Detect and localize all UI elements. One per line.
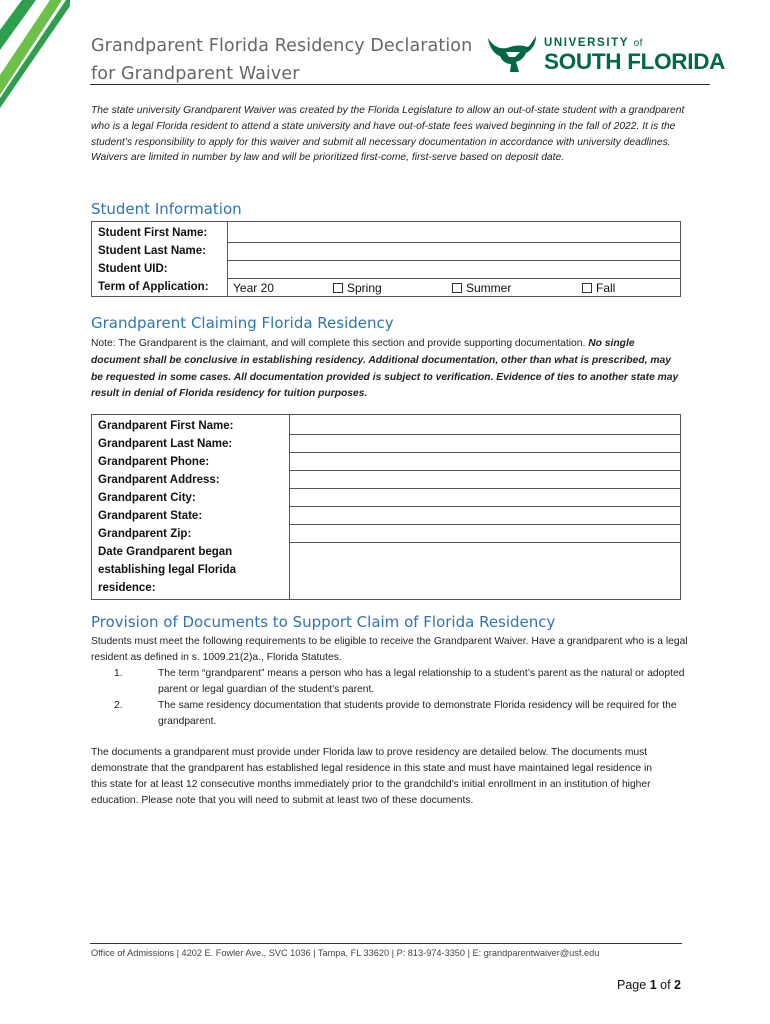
footer-contact: Office of Admissions | 4202 E. Fowler Ave., SVC 1036 | Tampa, FL 33620 | P: 813-974-3350 | E: grandparentwaiver@usf.edu [91, 948, 600, 958]
term-of-application-label: Term of Application: [92, 278, 228, 297]
fall-checkbox[interactable] [582, 283, 592, 293]
intro-paragraph: The state university Grandparent Waiver was created by the Florida Legislature to allow an out-of-state student with a grandparent who is a legal Florida resident to attend a state university and have out-of-state fees waived beginning in the fall of 2022. It is the student’s responsibility to apply for this waiver and submit all necessary documentation in accordance with university deadlines. Waivers are limited in number by law and will be prioritized first-come, first-serve based on deposit date. [91, 105, 685, 164]
grandparent-address-field[interactable] [290, 471, 680, 489]
grandparent-date-label: Date Grandparent began establishing legal Florida residence: [98, 546, 237, 594]
grandparent-city-label: Grandparent City: [98, 492, 196, 504]
grandparent-first-name-field[interactable] [290, 417, 680, 435]
grandparent-phone-field[interactable] [290, 453, 680, 471]
spring-option[interactable]: Spring [333, 281, 382, 295]
grandparent-phone-label: Grandparent Phone: [98, 456, 210, 468]
table-row [92, 260, 681, 278]
table-row [92, 222, 681, 243]
summer-option[interactable]: Summer [452, 281, 511, 295]
spring-checkbox[interactable] [333, 283, 343, 293]
documents-paragraph: The documents a grandparent must provide under Florida law to prove residency are detailed below. The documents must demonstrate that the grandparent has established legal residence in this state and must have maintained legal residence in this state for at least 12 consecutive months immediately prior to the grandchild’s initial enrollment in an institution of higher education. Please note that you will need to submit at least two of these documents. [91, 747, 652, 806]
logo-university-text: UNIVERSITY of [544, 37, 643, 49]
grandparent-state-field[interactable] [290, 507, 680, 525]
bull-logo-icon [486, 34, 538, 74]
provision-body [91, 634, 691, 730]
grandparent-zip-field[interactable] [290, 525, 680, 543]
student-last-name-label: Student Last Name: [92, 242, 228, 260]
student-info-table [91, 221, 681, 297]
student-first-name-field[interactable] [228, 222, 681, 243]
grandparent-info-table [91, 414, 681, 600]
grandparent-fields-cell [290, 415, 681, 600]
grandparent-state-label: Grandparent State: [98, 510, 203, 522]
list-item: 2. The same residency documentation that students provide to demonstrate Florida residency will be required for the grandparent. [114, 700, 677, 727]
summer-checkbox[interactable] [452, 283, 462, 293]
grandparent-last-name-field[interactable] [290, 435, 680, 453]
logo-south-florida-text: SOUTH FLORIDA [544, 49, 726, 74]
page-title [91, 32, 481, 88]
grandparent-last-name-label: Grandparent Last Name: [98, 438, 233, 450]
grandparent-labels-cell [92, 415, 290, 600]
list-item: 1. The term “grandparent” means a person who has a legal relationship to a student’s parent as the natural or adopted parent or legal guardian of the student’s parent. [114, 668, 685, 695]
student-uid-label: Student UID: [92, 260, 228, 278]
grandparent-section-heading: Grandparent Claiming Florida Residency [91, 314, 394, 332]
footer-divider [90, 943, 682, 944]
usf-logo [486, 34, 726, 76]
student-uid-field[interactable] [228, 260, 681, 278]
student-first-name-label: Student First Name: [92, 222, 228, 243]
grandparent-first-name-label: Grandparent First Name: [98, 420, 234, 432]
table-row [92, 278, 681, 297]
student-section-heading: Student Information [91, 200, 242, 218]
corner-stripes [0, 0, 70, 110]
student-last-name-field[interactable] [228, 242, 681, 260]
table-row [92, 242, 681, 260]
title-line-2: for Grandparent Waiver [91, 64, 300, 84]
provision-section-heading: Provision of Documents to Support Claim of Florida Residency [91, 613, 556, 631]
fall-option[interactable]: Fall [582, 281, 615, 295]
provision-lead: Students must meet the following requirements to be eligible to receive the Grandparent Waiver. Have a grandparent who is a legal resident as defined in s. 1009.21(2)a., Florida Statutes. [91, 636, 688, 663]
table-row [92, 415, 681, 600]
title-line-1: Grandparent Florida Residency Declaration [91, 36, 473, 56]
grandparent-city-field[interactable] [290, 489, 680, 507]
title-divider [90, 84, 710, 85]
page-number: Page 1 of 2 [617, 978, 681, 992]
grandparent-date-field[interactable] [290, 543, 680, 597]
grandparent-zip-label: Grandparent Zip: [98, 528, 192, 540]
term-of-application-field [228, 278, 681, 297]
grandparent-note: Note: The Grandparent is the claimant, and will complete this section and provide supporting documentation. No single document shall be conclusive in establishing residency. Additional documentation, other than what is prescribed, may be requested in some cases. All documentation provided is subject to verification. Evidence of ties to another state may result in denial of Florida residency for tuition purposes. [91, 338, 679, 400]
grandparent-address-label: Grandparent Address: [98, 474, 220, 486]
year-field[interactable]: Year 20 [233, 280, 274, 295]
